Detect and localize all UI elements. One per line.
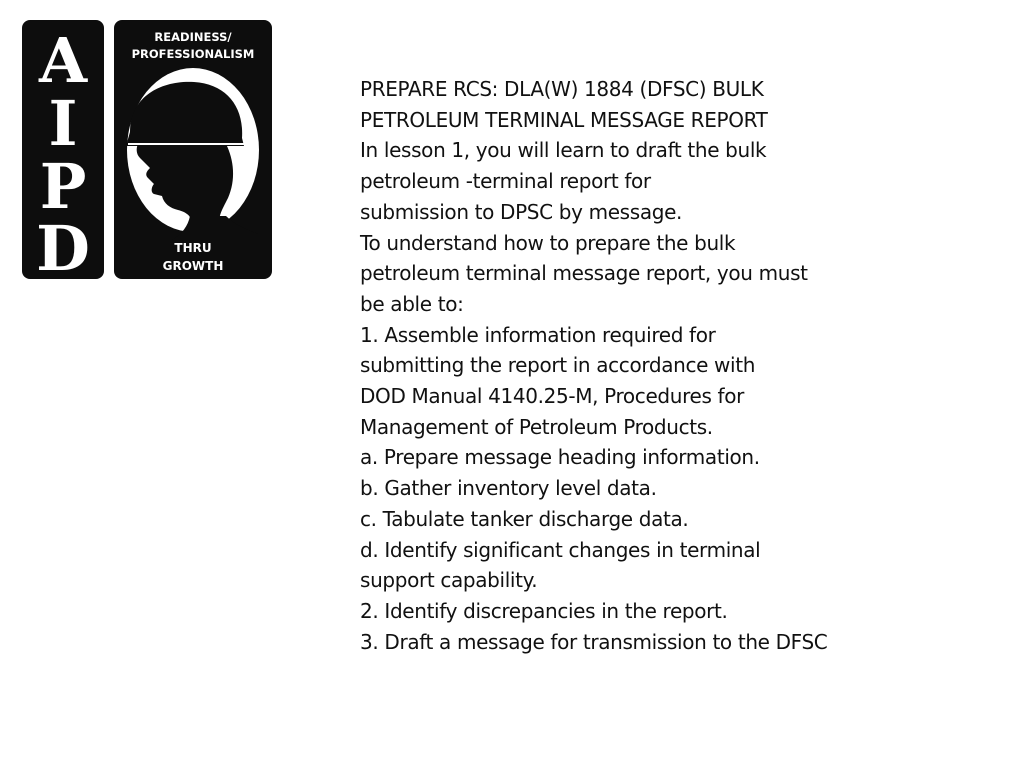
item-1-line-3: DOD Manual 4140.25-M, Procedures for (360, 384, 744, 409)
requirement-line-3: be able to: (360, 291, 464, 316)
title-line-1: PREPARE RCS: DLA(W) 1884 (DFSC) BULK (360, 77, 764, 101)
requirement-line-1: To understand how to prepare the bulk (360, 230, 736, 255)
intro-line-2: petroleum -terminal report for (360, 169, 651, 194)
item-1a: a. Prepare message heading information. (360, 445, 760, 470)
logo-bottom-text-2: GROWTH (162, 259, 224, 273)
item-1d-line-2: support capability. (360, 568, 538, 593)
item-1c: c. Tabulate tanker discharge data. (360, 506, 689, 531)
item-1-line-2: submitting the report in accordance with (360, 353, 756, 378)
logo-letter-a: A (38, 24, 88, 97)
lesson-text-block (360, 74, 960, 657)
item-3: 3. Draft a message for transmission to the DFSC (360, 629, 828, 654)
item-1b: b. Gather inventory level data. (360, 476, 657, 501)
aipd-logo-graphic (22, 20, 272, 280)
item-1-line-1: 1. Assemble information required for (360, 322, 716, 347)
title-line-2: PETROLEUM TERMINAL MESSAGE REPORT (360, 107, 768, 132)
item-1d-line-1: d. Identify significant changes in terminal (360, 537, 761, 562)
item-2: 2. Identify discrepancies in the report. (360, 598, 728, 623)
logo-letter-d: D (36, 212, 90, 280)
logo-letter-p: P (39, 150, 87, 223)
aipd-logo (22, 20, 272, 280)
logo-top-text-1: READINESS/ (154, 30, 232, 44)
logo-letter-i: I (48, 87, 78, 160)
item-1-line-4: Management of Petroleum Products. (360, 414, 713, 439)
intro-line-1: In lesson 1, you will learn to draft the bulk (360, 138, 767, 163)
intro-line-3: submission to DPSC by message. (360, 199, 683, 224)
logo-top-text-2: PROFESSIONALISM (131, 47, 255, 61)
requirement-line-2: petroleum terminal message report, you must (360, 261, 808, 286)
logo-bottom-text-1: THRU (174, 241, 212, 255)
